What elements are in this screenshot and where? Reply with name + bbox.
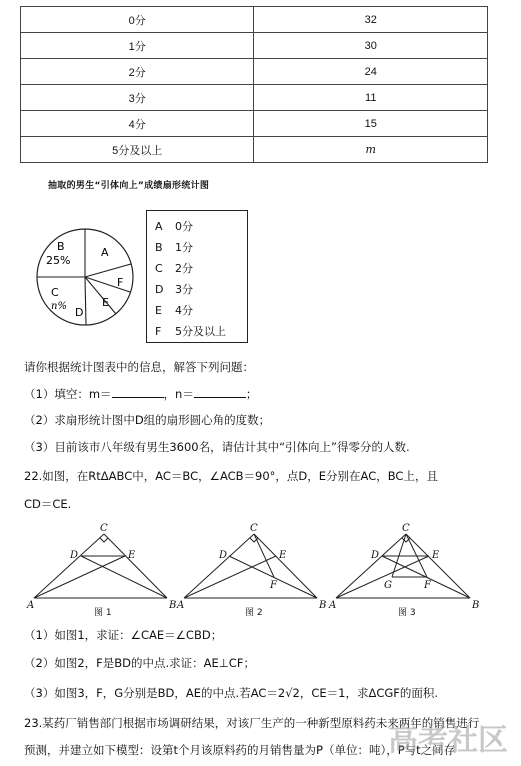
fig1-label-e: E: [128, 550, 136, 561]
pie-label-b: B: [57, 240, 65, 253]
table-row: [21, 111, 488, 137]
legend-row-a: A 0分: [155, 220, 193, 233]
fig1-label-d: D: [70, 550, 79, 561]
fig2-label-a: A: [177, 600, 185, 611]
count-cell: 30: [254, 33, 488, 59]
legend-row-d: D 3分: [155, 283, 193, 296]
table-row: [21, 137, 488, 163]
fig3-label-e: E: [432, 550, 440, 561]
problem-23-stem-cont: 预测，并建立如下模型：设第t个月该原料药的月销售量为P（单位：吨），P与t之间存: [24, 743, 456, 757]
fig2-caption: 图 2: [245, 608, 263, 618]
fig1-label-a: A: [27, 600, 35, 611]
watermark-logo: [380, 702, 515, 766]
problem-22-stem-cont: CD＝CE.: [24, 497, 72, 511]
pie-label-a: A: [101, 246, 109, 259]
score-cell: 1分: [21, 33, 254, 59]
score-table: [20, 6, 488, 163]
count-cell: 15: [254, 111, 488, 137]
legend-row-e: E 4分: [155, 304, 193, 317]
problem-22-part-3: （3）如图3，F，G分别是BD，AE的中点.若AC＝2√2，CE＝1，求ΔCGF的面积.: [24, 686, 439, 700]
count-cell: m: [254, 137, 488, 163]
chart-legend: [146, 210, 248, 343]
fig2-label-b: B: [319, 600, 327, 611]
fig1-caption: 图 1: [94, 608, 112, 618]
table-row: [21, 33, 488, 59]
fig2-label-f: F: [270, 580, 277, 591]
count-cell: 11: [254, 85, 488, 111]
fig3-label-b: B: [472, 600, 480, 611]
fig2-label-e: E: [279, 550, 287, 561]
chart-title: 抽取的男生“引体向上”成绩扇形统计图: [48, 181, 210, 191]
svg-text:高考社区: 高考社区: [388, 723, 508, 758]
problem-22-part-1: （1）如图1，求证：∠CAE＝∠CBD；: [24, 628, 223, 642]
answer-blank-n[interactable]: [194, 387, 246, 398]
pie-divider-6: [85, 277, 86, 325]
score-cell: 0分: [21, 7, 254, 33]
legend-row-b: B 1分: [155, 241, 193, 254]
table-row: [21, 7, 488, 33]
figure-3: [336, 534, 470, 598]
problem-22-stem: 22.如图，在RtΔABC中，AC＝BC，∠ACB＝90°，点D，E分别在AC，BC上，且: [24, 469, 438, 483]
count-cell: 24: [254, 59, 488, 85]
legend-row-f: F 5分及以上: [155, 325, 226, 338]
pie-label-d: D: [75, 306, 84, 319]
score-cell: 2分: [21, 59, 254, 85]
fig2-label-d: D: [219, 550, 228, 561]
fig2-label-c: C: [250, 523, 258, 534]
figure-2: [184, 534, 317, 598]
fig1-label-b: B: [169, 600, 177, 611]
question-3: （3）目前该市八年级有男生3600名，请估计其中“引体向上”得零分的人数.: [24, 440, 410, 454]
fig3-label-d: D: [371, 550, 380, 561]
fig3-label-c: C: [402, 523, 410, 534]
legend-row-c: C 2分: [155, 262, 193, 275]
answer-blank-m[interactable]: [112, 387, 164, 398]
question-2: （2）求扇形统计图中D组的扇形圆心角的度数；: [24, 413, 271, 427]
fig3-caption: 图 3: [398, 608, 416, 618]
fig3-label-a: A: [329, 600, 337, 611]
pie-label-e: E: [102, 296, 109, 309]
fig3-label-g: G: [384, 580, 392, 591]
table-row: [21, 85, 488, 111]
pie-label-f: F: [117, 276, 124, 289]
count-cell: 32: [254, 7, 488, 33]
question-1: （1）填空：m＝ ，n＝ ；: [24, 387, 258, 401]
figure-1: [34, 534, 167, 598]
pie-label-c-pct: n%: [51, 301, 67, 312]
pie-label-c: C: [51, 286, 59, 299]
score-cell: 5分及以上: [21, 137, 254, 163]
fig1-label-c: C: [100, 523, 108, 534]
table-row: [21, 59, 488, 85]
pie-label-b-pct: 25%: [46, 254, 71, 267]
problem-22-part-2: （2）如图2，F是BD的中点.求证：AE⊥CF；: [24, 656, 255, 670]
score-cell: 4分: [21, 111, 254, 137]
intro-text: 请你根据统计图表中的信息，解答下列问题：: [24, 360, 254, 374]
pie-divider-3: [85, 264, 131, 277]
problem-23-stem: 23.某药厂销售部门根据市场调研结果，对该厂生产的一种新型原料药未来两年的销售进行: [24, 716, 480, 730]
fig3-label-f: F: [424, 580, 431, 591]
score-cell: 3分: [21, 85, 254, 111]
pie-chart: [28, 220, 143, 335]
